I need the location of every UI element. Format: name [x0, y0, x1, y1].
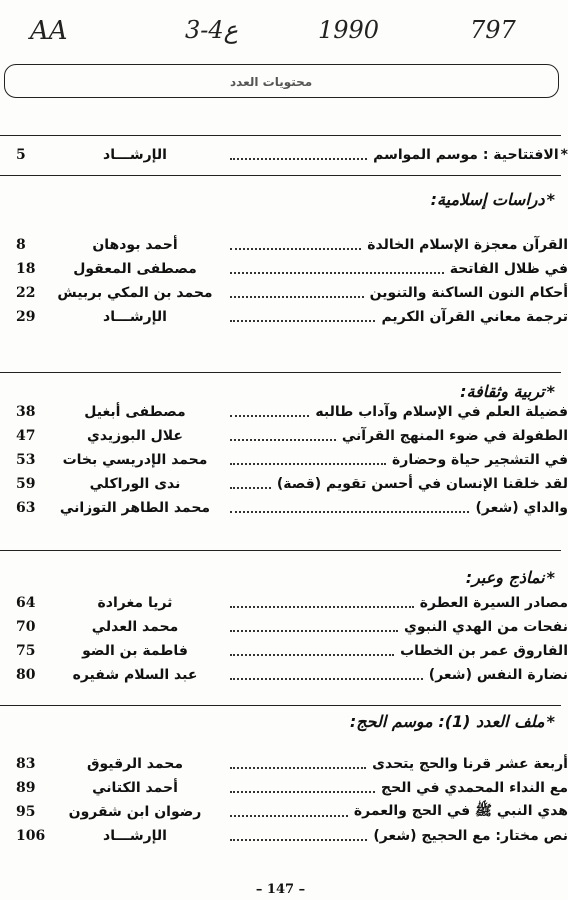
entry-page: 18 [16, 261, 36, 277]
leader-dots [230, 598, 414, 608]
entry-author: مصطفى المعقول [73, 261, 197, 277]
entry-author: رضوان ابن شقرون [68, 804, 202, 820]
entry-page: 83 [16, 756, 36, 772]
entry-author: أحمد بودهان [92, 237, 178, 253]
toc-entry [16, 593, 568, 613]
handwritten-number: 797 [470, 16, 516, 44]
entry-author: فاطمة بن الضو [82, 643, 188, 659]
entry-page: 59 [16, 476, 36, 492]
entry-title: فضيلة العلم في الإسلام وآداب طالبه [315, 404, 568, 420]
entry-author: محمد الرقيوق [86, 756, 184, 772]
toc-entry [16, 307, 568, 327]
leader-dots [230, 831, 367, 841]
leader-dots [230, 759, 366, 769]
section-divider [0, 705, 561, 706]
section-heading: *نماذج وعبر: [465, 568, 555, 587]
entry-title: مصادر السيرة العطرة [419, 595, 568, 611]
entry-author: محمد الطاهر التوزاني [59, 500, 211, 516]
entry-page: 95 [16, 804, 36, 820]
entry-page: 47 [16, 428, 36, 444]
leader-dots [230, 479, 271, 489]
entry-page: 106 [16, 828, 46, 844]
handwritten-mark: AA [30, 16, 68, 46]
handwritten-code: ع4-3 [185, 16, 238, 44]
toc-entry [16, 778, 568, 798]
entry-title: في التشجير حياة وحضارة [392, 452, 568, 468]
toc-entry [16, 259, 568, 279]
entry-title: لقد خلقنا الإنسان في أحسن تقويم (قصة) [276, 476, 568, 492]
entry-page: 22 [16, 285, 36, 301]
toc-entry [16, 665, 568, 685]
entry-title: الطفولة في ضوء المنهج القرآني [341, 428, 568, 444]
leader-dots [230, 312, 375, 322]
entry-title: أربعة عشر قرنا والحج يتحدى [372, 756, 568, 772]
entry-title: في ظلال الفاتحة [449, 261, 568, 277]
entry-title: أحكام النون الساكنة والتنوين [369, 285, 568, 301]
entry-author: محمد الإدريسي بخات [62, 452, 208, 468]
entry-page: 29 [16, 309, 36, 325]
leader-dots [230, 455, 386, 465]
entry-author: أحمد الكتاني [92, 780, 178, 796]
entry-page: 75 [16, 643, 36, 659]
toc-entry [16, 754, 568, 774]
toc-entry [16, 802, 568, 822]
entry-title: الفاروق عمر بن الخطاب [400, 643, 568, 659]
entry-title: نضارة النفس (شعر) [428, 667, 568, 683]
entry-page: 80 [16, 667, 36, 683]
entry-author: الإرشـــاد [103, 309, 167, 325]
toc-entry [16, 283, 568, 303]
toc-entry [16, 474, 568, 494]
toc-entry [16, 641, 568, 661]
toc-entry [16, 826, 568, 846]
divider [0, 135, 561, 136]
entry-author: علال البوزيدي [87, 428, 183, 444]
leader-dots [230, 240, 361, 250]
toc-entry [16, 402, 568, 422]
toc-entry [16, 617, 568, 637]
entry-page: 89 [16, 780, 36, 796]
leader-dots [230, 670, 423, 680]
entry-title: القرآن معجزة الإسلام الخالدة [367, 237, 568, 253]
leader-dots [230, 264, 444, 274]
entry-page: 63 [16, 500, 36, 516]
leader-dots [230, 783, 375, 793]
section-heading: *دراسات إسلامية: [430, 190, 555, 209]
entry-title: ترجمة معاني القرآن الكريم [381, 309, 568, 325]
entry-author: ثريا مغرادة [97, 595, 173, 611]
section-divider [0, 550, 561, 551]
section-heading: *تربية وثقافة: [460, 382, 555, 401]
entry-page: 8 [16, 237, 26, 253]
leader-dots [230, 503, 469, 513]
leader-dots [230, 646, 394, 656]
leader-dots [230, 622, 398, 632]
entry-author: ندى الوراكلي [89, 476, 181, 492]
entry-author: الإرشـــاد [103, 828, 167, 844]
entry-title: نفحات من الهدي النبوي [404, 619, 568, 635]
toc-entry [16, 498, 568, 518]
entry-author: محمد العدلي [91, 619, 179, 635]
entry-title: والداي (شعر) [475, 500, 568, 516]
entry-title: مع النداء المحمدي في الحج [381, 780, 568, 796]
section-heading: *ملف العدد (1): موسم الحج: [349, 712, 555, 731]
entry-page: 70 [16, 619, 36, 635]
toc-entry [16, 450, 568, 470]
entry-author: عبد السلام شفيره [72, 667, 198, 683]
entry-author: محمد بن المكي بربيش [57, 285, 213, 301]
leader-dots [230, 407, 309, 417]
entry-title: نص مختار: مع الحجيج (شعر) [373, 828, 568, 844]
section-divider [0, 372, 561, 373]
opening-entry: * الافتتاحية : موسم المواسم الإرشـــاد 5 [16, 147, 568, 163]
leader-dots [230, 288, 364, 298]
entry-author: مصطفى أبغيل [84, 404, 186, 420]
handwritten-year: 1990 [318, 16, 380, 44]
toc-entry [16, 426, 568, 446]
entry-page: 53 [16, 452, 36, 468]
contents-banner [4, 64, 559, 98]
banner-title: محتويات العدد [230, 75, 313, 89]
toc-entry [16, 235, 568, 255]
section-divider [0, 175, 561, 176]
leader-dots [230, 431, 336, 441]
entry-page: 38 [16, 404, 36, 420]
page-number: – 147 – [255, 882, 306, 897]
entry-page: 64 [16, 595, 36, 611]
leader-dots [230, 807, 348, 817]
entry-title: هدي النبي ﷺ في الحج والعمرة [353, 803, 568, 819]
